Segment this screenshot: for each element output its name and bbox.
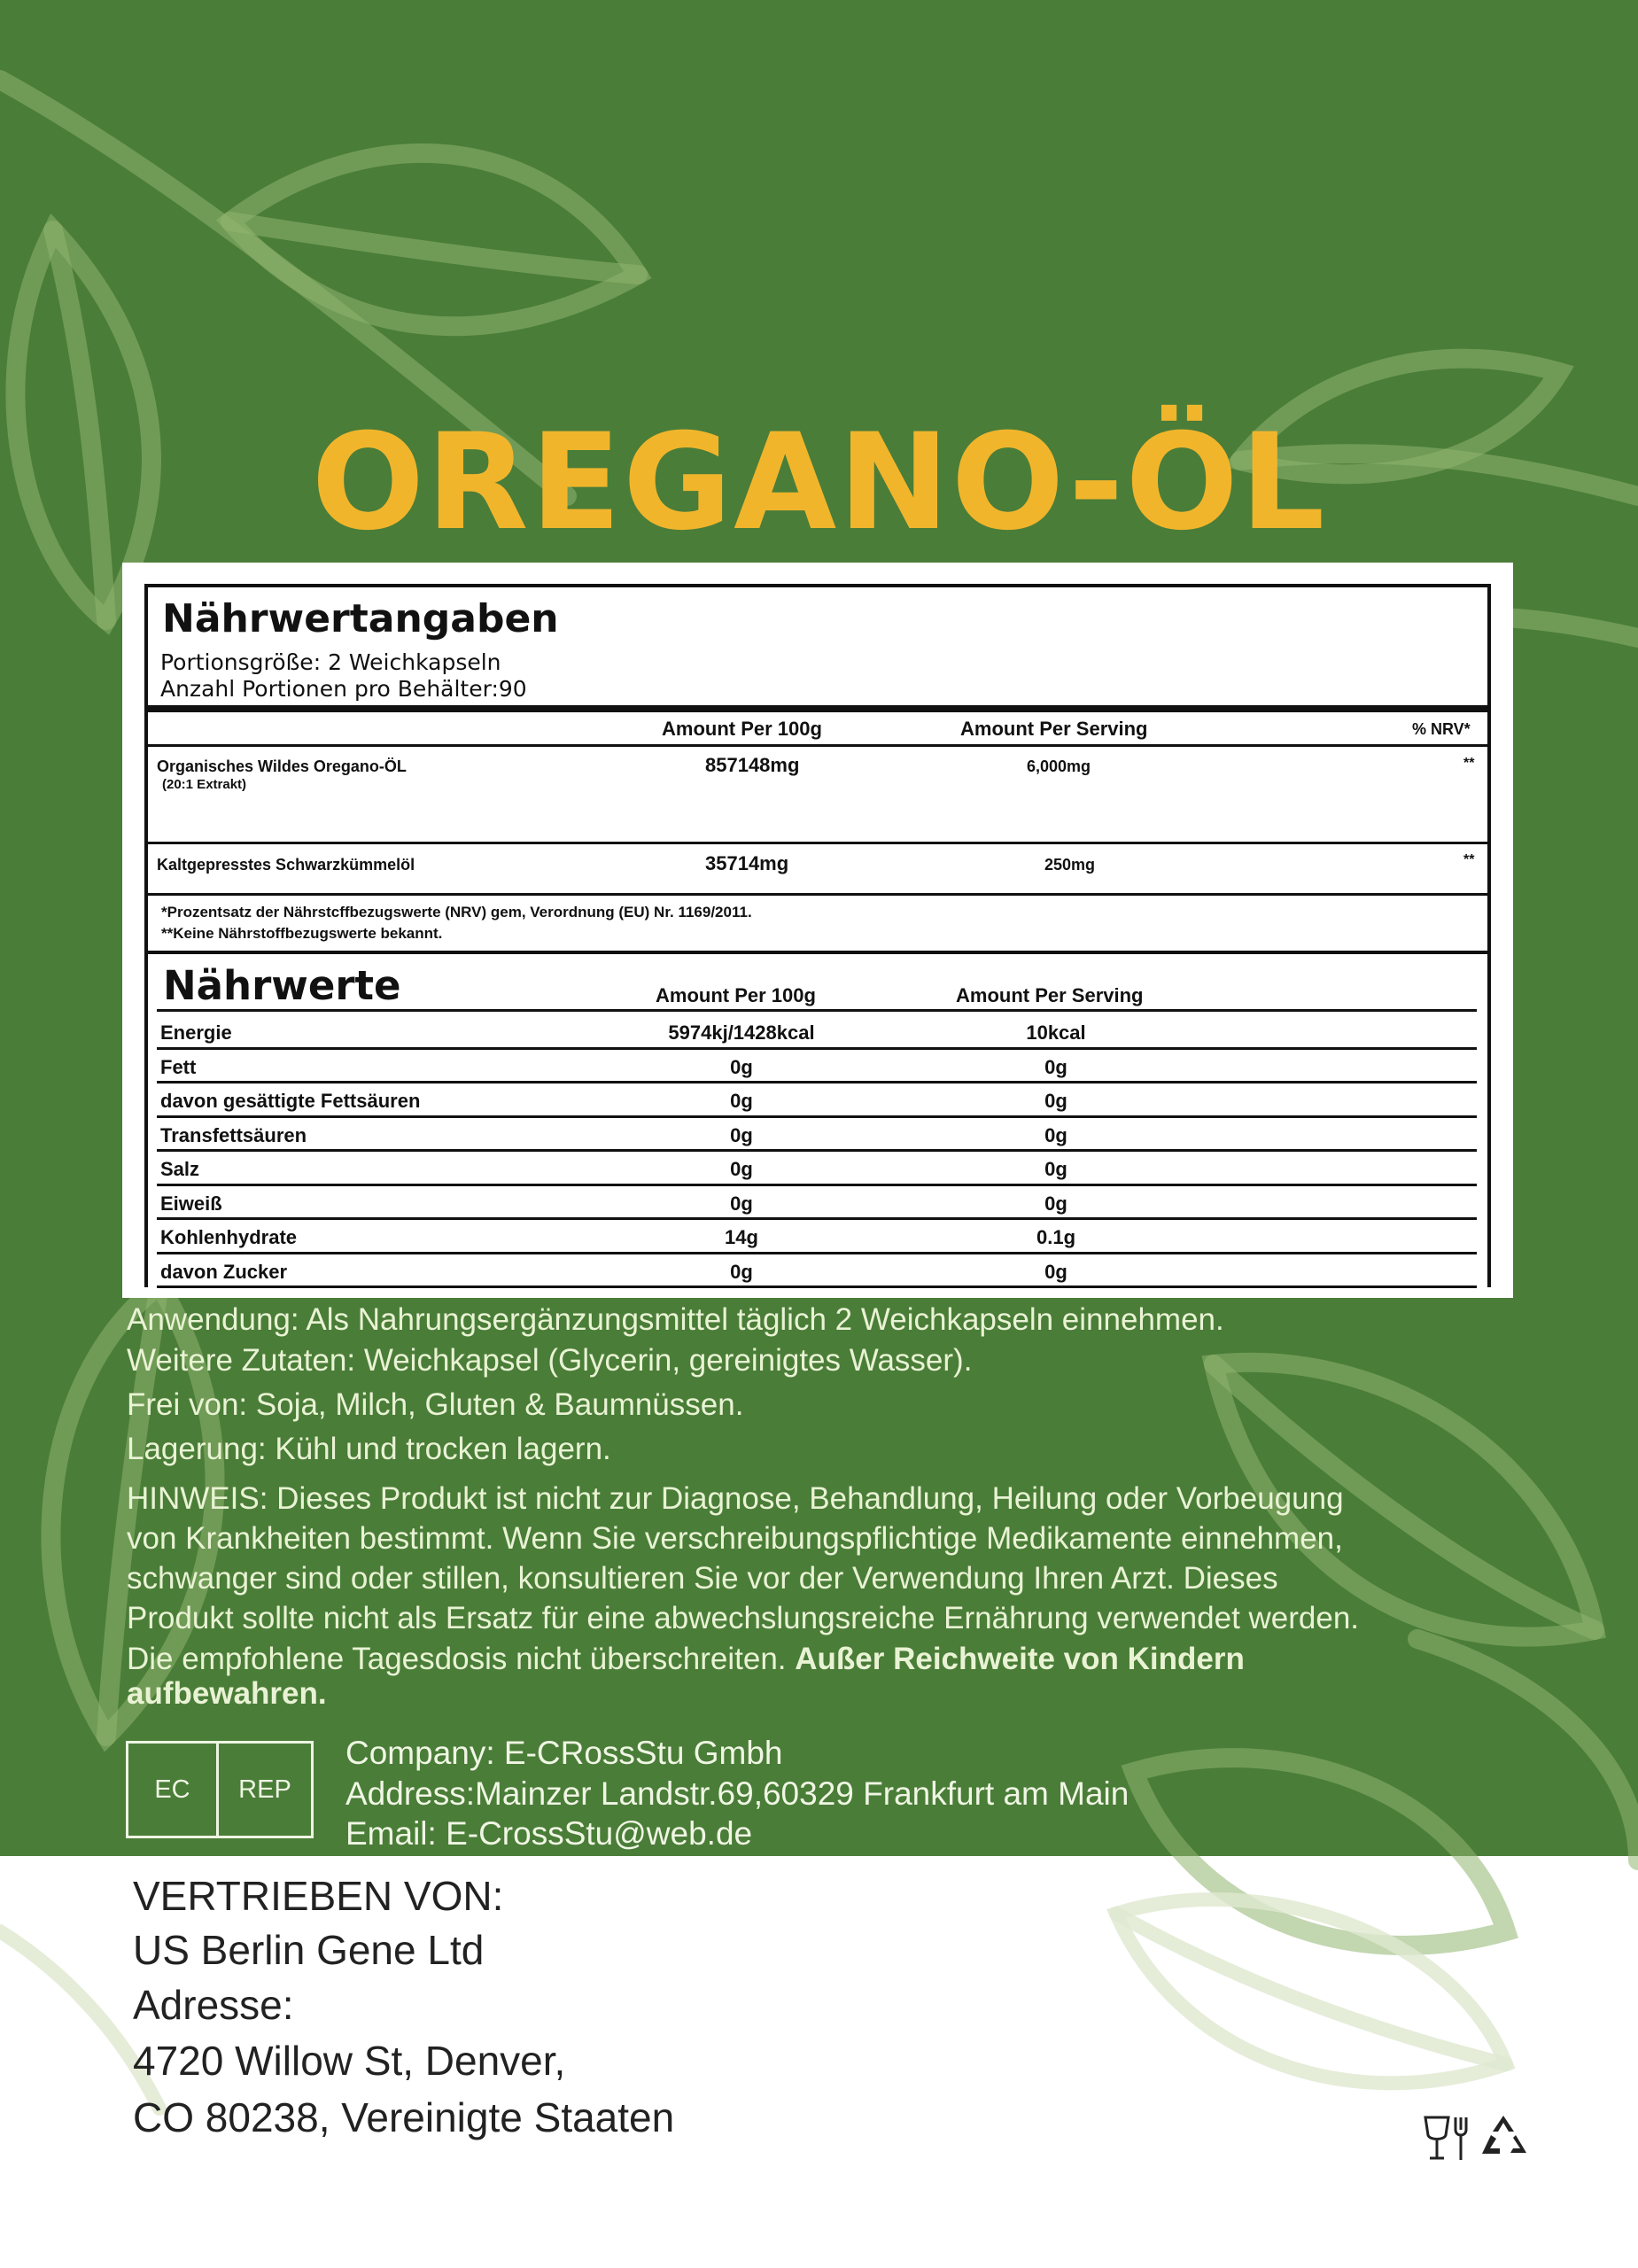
footnote-none: **Keine Nährstoffbezugswerte bekannt.: [161, 925, 443, 942]
nutr-col-serving: Amount Per Serving: [956, 984, 1144, 1006]
nutr-col-100g: Amount Per 100g: [656, 984, 816, 1006]
divider: [157, 1252, 1477, 1254]
supplement-facts-box: [144, 584, 1491, 1287]
recycle-icon: [1482, 2116, 1526, 2154]
nutrition-row-serving: 0g: [1044, 1260, 1067, 1283]
nutrition-row-serving: 0g: [1044, 1123, 1067, 1146]
ec-label: EC: [154, 1775, 190, 1804]
sf-row-serving: 6,000mg: [1027, 757, 1091, 775]
nutrition-row-serving: 0g: [1044, 1055, 1067, 1078]
nutrition-row-name: Fett: [160, 1055, 197, 1078]
ingredients-text: Weitere Zutaten: Weichkapsel (Glycerin, gereinigtes Wasser).: [127, 1343, 973, 1378]
divider: [157, 1047, 1477, 1050]
sf-col-100g: Amount Per 100g: [662, 718, 822, 740]
nutrition-row-name: Eiweiß: [160, 1192, 222, 1215]
nutrition-row-per100g: 0g: [730, 1192, 753, 1215]
address-street: 4720 Willow St, Denver,: [133, 2038, 566, 2084]
divider: [148, 951, 1487, 954]
nutrition-row-per100g: 14g: [725, 1226, 758, 1248]
divider: [157, 1081, 1477, 1084]
notice-line: schwanger sind oder stillen, konsultieren Sie vor der Verwendung Ihren Arzt. Dieses: [127, 1561, 1278, 1596]
sf-row-name: Organisches Wildes Oregano-ÖL: [157, 757, 407, 775]
divider: [157, 1285, 1477, 1288]
ec-rep-symbol: [126, 1741, 314, 1838]
company-email: Email: E-CrossStu@web.de: [345, 1815, 753, 1852]
divider: [157, 1009, 1477, 1012]
sf-row-per100g: 857148mg: [705, 754, 800, 776]
sf-row-per100g: 35714mg: [705, 852, 789, 874]
divider: [157, 1217, 1477, 1220]
sf-row-nrv: **: [1463, 756, 1475, 771]
glass-fork-icon: [1425, 2117, 1466, 2160]
divider: [157, 1115, 1477, 1118]
sf-row-name: Kaltgepresstes Schwarzkümmelöl: [157, 856, 415, 874]
distributor-heading: VERTRIEBEN VON:: [133, 1873, 504, 1919]
usage-text: Anwendung: Als Nahrungsergänzungsmittel täglich 2 Weichkapseln einnehmen.: [127, 1302, 1224, 1337]
nutrition-row-per100g: 0g: [730, 1090, 753, 1112]
divider: [148, 842, 1487, 844]
distributor-name: US Berlin Gene Ltd: [133, 1927, 485, 1973]
free-from-text: Frei von: Soja, Milch, Gluten & Baumnüssen.: [127, 1387, 744, 1422]
notice-line: [127, 1643, 1245, 1674]
product-title: OREGANO-ÖL: [311, 406, 1327, 560]
address-label: Adresse:: [133, 1982, 294, 2028]
nutrition-row-name: davon Zucker: [160, 1260, 288, 1283]
sf-col-serving: Amount Per Serving: [960, 718, 1148, 740]
nutrition-row-serving: 0g: [1044, 1158, 1067, 1180]
storage-text: Lagerung: Kühl und trocken lagern.: [127, 1432, 611, 1466]
nutrition-heading: Nährwerte: [163, 962, 401, 1009]
nutrition-row-name: Energie: [160, 1021, 232, 1044]
sf-row-serving: 250mg: [1044, 856, 1096, 874]
divider: [148, 705, 1487, 712]
notice-children-warning: Außer Reichweite von Kindern: [795, 1642, 1245, 1676]
notice-line: von Krankheiten bestimmt. Wenn Sie verschreibungspflichtige Medikamente einnehmen,: [127, 1521, 1343, 1556]
divider: [148, 744, 1487, 747]
nutrition-row-serving: 0g: [1044, 1192, 1067, 1215]
nutrition-row-per100g: 0g: [730, 1055, 753, 1078]
sf-col-nrv: % NRV*: [1412, 720, 1471, 738]
supplement-facts-heading: Nährwertangaben: [162, 596, 559, 641]
notice-children-warning-cont: aufbewahren.: [127, 1676, 327, 1711]
serving-size: Portionsgröße: 2 Weichkapseln: [160, 649, 501, 675]
divider: [148, 893, 1487, 896]
notice-dosage: Die empfohlene Tagesdosis nicht überschreiten.: [127, 1642, 796, 1676]
nutrition-row-serving: 0g: [1044, 1090, 1067, 1112]
sf-row-sub: (20:1 Extrakt): [162, 777, 247, 792]
notice-line: Produkt sollte nicht als Ersatz für eine abwechslungsreiche Ernährung verwendet werden.: [127, 1601, 1360, 1635]
company-address: Address:Mainzer Landstr.69,60329 Frankfurt am Main: [345, 1775, 1130, 1812]
nutrition-row-name: Kohlenhydrate: [160, 1226, 298, 1248]
divider: [157, 1184, 1477, 1186]
nutrition-row-per100g: 0g: [730, 1158, 753, 1180]
divider: [157, 1149, 1477, 1152]
rep-label: REP: [238, 1775, 291, 1804]
nutrition-row-name: Transfettsäuren: [160, 1123, 307, 1146]
nutrition-row-name: Salz: [160, 1158, 200, 1180]
footnote-nrv: *Prozentsatz der Nährstcffbezugswerte (NRV) gem, Verordnung (EU) Nr. 1169/2011.: [161, 904, 752, 920]
nutrition-row-serving: 10kcal: [1026, 1021, 1086, 1044]
notice-line: HINWEIS: Dieses Produkt ist nicht zur Diagnose, Behandlung, Heilung oder Vorbeugung: [127, 1481, 1344, 1516]
nutrition-row-per100g: 0g: [730, 1260, 753, 1283]
company-name: Company: E-CRossStu Gmbh: [345, 1735, 783, 1771]
packaging-icons: [1422, 2112, 1533, 2165]
servings-per-container: Anzahl Portionen pro Behälter:90: [160, 676, 527, 702]
nutrition-row-per100g: 0g: [730, 1123, 753, 1146]
nutrition-row-per100g: 5974kj/1428kcal: [668, 1021, 815, 1044]
nutrition-row-name: davon gesättigte Fettsäuren: [160, 1090, 421, 1112]
nutrition-row-serving: 0.1g: [1036, 1226, 1076, 1248]
nutrition-label-panel: [122, 563, 1513, 1298]
address-city: CO 80238, Vereinigte Staaten: [133, 2094, 675, 2140]
sf-row-nrv: **: [1463, 852, 1475, 867]
